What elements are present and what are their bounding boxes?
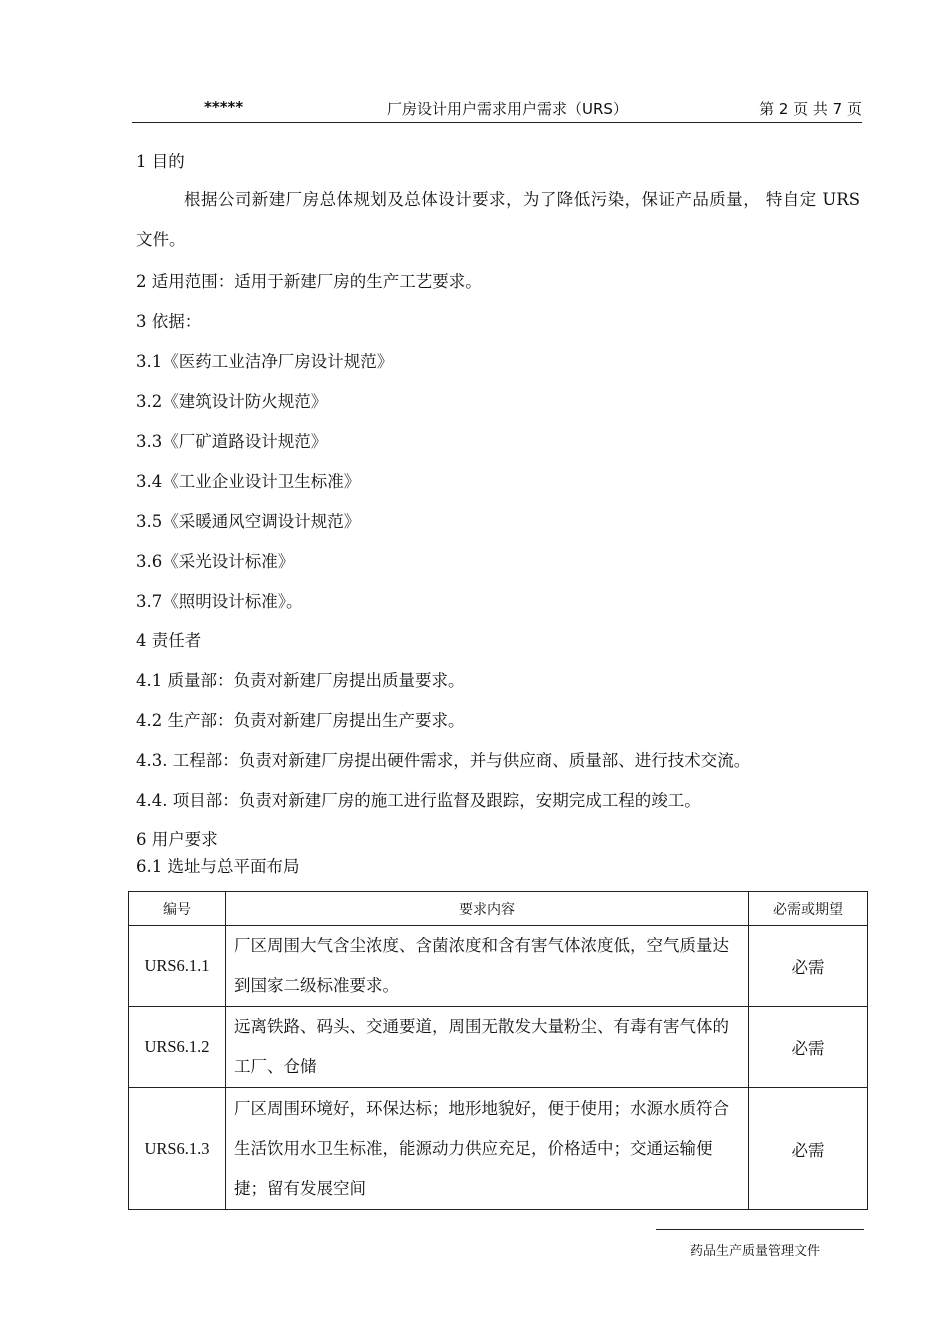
req-content: 远离铁路、码头、交通要道，周围无散发大量粉尘、有毒有害气体的工厂、仓储 xyxy=(226,1007,749,1088)
duty-item: 4.4. 项目部：负责对新建厂房的施工进行监督及跟踪，安期完成工程的竣工。 xyxy=(136,791,701,810)
reference-item: 3.5《采暖通风空调设计规范》 xyxy=(136,512,361,531)
reference-item: 3.7《照明设计标准》。 xyxy=(136,592,303,611)
header-code: 编号 xyxy=(129,892,226,926)
duty-item: 4.3. 工程部：负责对新建厂房提出硬件需求，并与供应商、质量部、进行技术交流。 xyxy=(136,751,751,770)
footer-label: 药品生产质量管理文件 xyxy=(690,1244,821,1259)
section-2: 2 适用范围：适用于新建厂房的生产工艺要求。 xyxy=(136,272,482,291)
section-3-title: 3 依据： xyxy=(136,312,202,331)
req-need: 必需 xyxy=(749,926,868,1007)
table-row xyxy=(129,1007,868,1088)
req-code: URS6.1.1 xyxy=(129,926,226,1007)
req-code: URS6.1.2 xyxy=(129,1007,226,1088)
duty-item: 4.1 质量部：负责对新建厂房提出质量要求。 xyxy=(136,671,465,690)
reference-item: 3.1《医药工业洁净厂房设计规范》 xyxy=(136,352,394,371)
doc-title: 厂房设计用户需求用户需求（URS） xyxy=(387,100,628,118)
reference-item: 3.3《厂矿道路设计规范》 xyxy=(136,432,328,451)
page-header xyxy=(132,94,862,123)
table-row xyxy=(129,926,868,1007)
req-code: URS6.1.3 xyxy=(129,1088,226,1210)
req-content: 厂区周围大气含尘浓度、含菌浓度和含有害气体浓度低，空气质量达到国家二级标准要求。 xyxy=(226,926,749,1007)
page-number: 第 2 页 共 7 页 xyxy=(759,100,862,118)
header-need: 必需或期望 xyxy=(749,892,868,926)
req-content: 厂区周围环境好，环保达标；地形地貌好，便于使用；水源水质符合生活饮用水卫生标准，能源动力供应充足，价格适中；交通运输便捷；留有发展空间 xyxy=(226,1088,749,1210)
requirements-table xyxy=(128,891,868,1210)
reference-item: 3.4《工业企业设计卫生标准》 xyxy=(136,472,361,491)
section-6-1-title: 6.1 选址与总平面布局 xyxy=(136,857,300,876)
doc-code: ***** xyxy=(204,98,244,116)
header-content: 要求内容 xyxy=(226,892,749,926)
reference-item: 3.2《建筑设计防火规范》 xyxy=(136,392,328,411)
section-4-title: 4 责任者 xyxy=(136,631,202,650)
table-row xyxy=(129,1088,868,1210)
reference-item: 3.6《采光设计标准》 xyxy=(136,552,295,571)
section-6-title: 6 用户要求 xyxy=(136,830,218,849)
req-need: 必需 xyxy=(749,1007,868,1088)
duty-item: 4.2 生产部：负责对新建厂房提出生产要求。 xyxy=(136,711,465,730)
section-1-title: 1 目的 xyxy=(136,152,185,171)
table-header-row xyxy=(129,892,868,926)
section-1-body: 根据公司新建厂房总体规划及总体设计要求，为了降低污染，保证产品质量， 特自定 URS 文件。 xyxy=(136,190,860,249)
footer-divider xyxy=(656,1229,864,1230)
req-need: 必需 xyxy=(749,1088,868,1210)
